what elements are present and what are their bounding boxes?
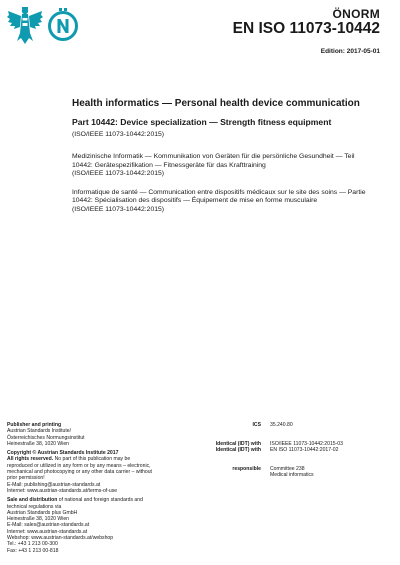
german-title-block [72, 153, 372, 179]
identical-value: EN ISO 11073-10442:2017-02 [270, 447, 339, 454]
title-reference: (ISO/IEEE 11073-10442:2015) [72, 130, 165, 138]
sale-line: Austrian Standards plus GmbH [7, 509, 78, 516]
sale-line: Tel.: +43 1 213 00-300 [7, 541, 58, 548]
edition-date: Edition: 2017-05-01 [320, 48, 380, 55]
sale-bold: Sale and distribution [7, 497, 58, 504]
responsible-label: responsible [232, 466, 261, 473]
german-reference: (ISO/IEEE 11073-10442:2015) [72, 170, 165, 177]
identical-label: Identical (IDT) with [215, 440, 261, 447]
standard-number: EN ISO 11073-10442 [232, 20, 380, 37]
publisher-line: Heinestraße 38, 1020 Wien [7, 440, 70, 447]
french-title: Informatique de santé — Communication entre dispositifs médicaux sur le site des soins — Partie 10442: Spécialisation des dispositifs — Équipement de mise en forme musculaire [72, 188, 366, 204]
french-reference: (ISO/IEEE 11073-10442:2015) [72, 205, 165, 213]
rights-text: No part of this publication may be reproduced or utilized in any form or by any means – electronic, mechanical and photocopying or any other data carrier – without prior permission! [7, 456, 152, 482]
sale-line: Fax: +43 1 213 00-818 [7, 547, 59, 554]
meta-values [270, 422, 395, 479]
publisher-info [7, 422, 155, 554]
publisher-line: Österreichisches Normungsinstitut [7, 434, 85, 441]
meta-labels [155, 422, 261, 472]
ics-label: ICS [252, 422, 261, 428]
publishing-email: E-Mail: publishing@austrian-standards.at [7, 481, 101, 488]
sale-line: E-Mail: sales@austrian-standards.at [7, 522, 90, 529]
eagle-logo-icon [6, 5, 44, 45]
rights-notice [7, 456, 155, 481]
publisher-heading: Publisher and printing [7, 422, 62, 428]
publisher-line: Austrian Standards Institute/ [7, 428, 71, 435]
sale-text: of national and foreign standards and technical regulations via [7, 497, 143, 510]
ics-value: 35.240.80 [270, 422, 293, 428]
identical-value: ISO/IEEE 11073-10442:2015-03 [270, 440, 343, 447]
main-title: Health informatics — Personal health device communication [72, 98, 360, 109]
sale-line: Webshop: www.austrian-standards.at/webshop [7, 535, 114, 542]
norm-type: ÖNORM [332, 7, 380, 21]
on-logo-icon [48, 5, 78, 45]
part-title: Part 10442: Device specialization — Strength fitness equipment [72, 117, 332, 127]
copyright-heading: Copyright © Austrian Standards Institute 2017 [7, 450, 119, 457]
french-title-block [72, 189, 372, 215]
title-block [72, 98, 372, 214]
sale-line: Heinestraße 38, 1020 Wien [7, 516, 70, 523]
sale-notice [7, 497, 155, 510]
rights-bold: All rights reserved. [7, 456, 54, 463]
sale-line: Internet: www.austrian-standards.at [7, 528, 88, 535]
german-title: Medizinische Informatik — Kommunikation von Geräten für die persönliche Gesundheit — Teil 10442: Gerätespezifikation — Fitnessgeräte für das Krafttraining [72, 153, 355, 169]
responsible-value: Medical informatics [270, 472, 314, 479]
identical-label: Identical (IDT) with [215, 447, 261, 454]
terms-link: Internet: www.austrian-standards.at/terms-of-use [7, 487, 118, 494]
responsible-value: Committee 238 [270, 466, 305, 473]
